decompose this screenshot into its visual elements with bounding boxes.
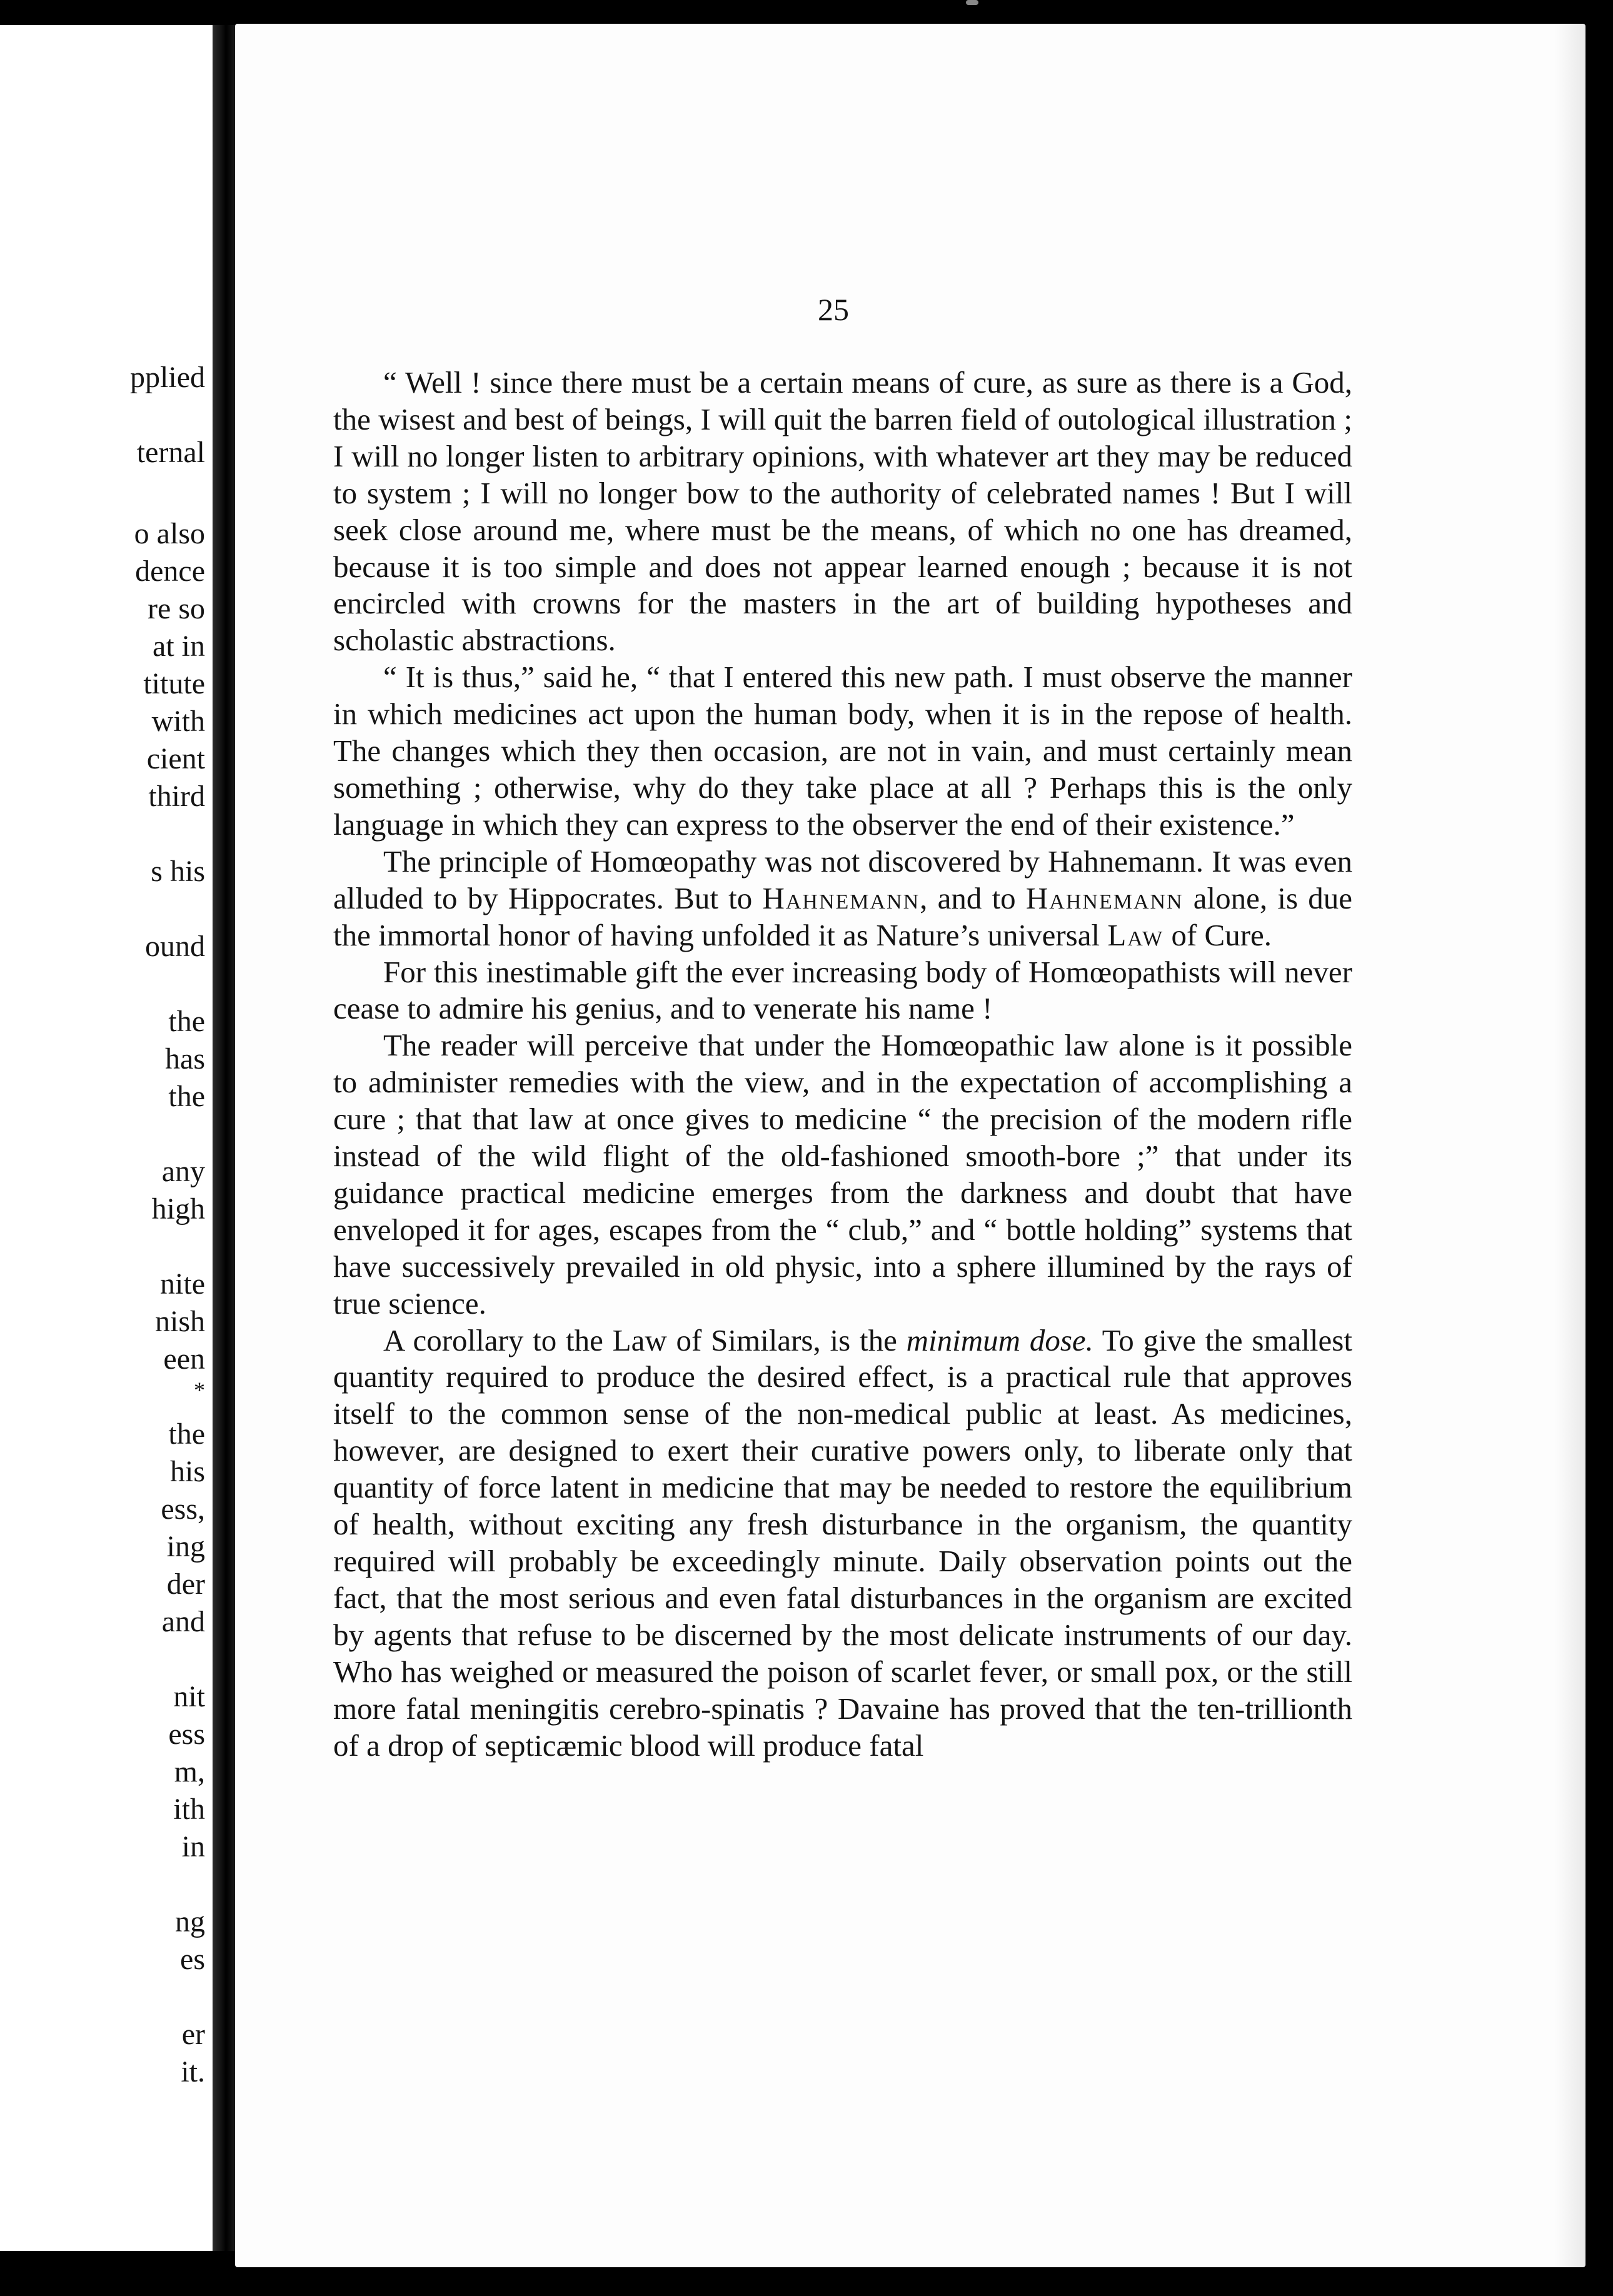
text-run: The principle of Homœopathy was not discovered by Hahnemann. It was even alluded to by Hippocrates. But to (333, 843, 1352, 915)
paragraph-hahnemann-quote-2: “ It is thus,” said he, “ that I entered this new path. I must observe the manner in which medicines act upon the human body, when it is in the repose of health. The changes which they then occasion, are not in vain, and must certainly mean something ; otherwise, why do they take place at all ? Perhaps this is the only language in which they can express to the observer the end of their existence.” (333, 660, 1352, 842)
scan-speck (966, 0, 978, 5)
text-run: alone, is due the immortal honor of having unfolded it as Nature’s universal (333, 880, 1352, 952)
left-fragment: ound (145, 930, 205, 963)
left-fragment: re so (148, 592, 205, 625)
left-fragment: dence (135, 555, 205, 588)
left-fragment: the (168, 1080, 205, 1113)
paragraph-reader-will-perceive: The reader will perceive that under the Homœopathic law alone is it possible to administer remedies with the view, and in the expectation of accomplishing a cure ; that that law at once gives to medicine “ the precision of the modern rifle instead of the wild flight of the old-fashioned smooth-bore ;” that under its guidance practical medicine emerges from the darkness and doubt that have enveloped it for ages, escapes from the “ club,” and “ bottle holding” systems that have successively prevailed in old physic, into a sphere illumined by the rays of true science. (333, 1028, 1352, 1321)
left-fragment: the (168, 1005, 205, 1038)
left-fragment: pplied (130, 361, 205, 394)
text-run: To give the smallest quantity required to produce the desired effect, is a practical rule that approves itself to the common sense of the non-medical public at least. As medicines, however, are designed to exert their curative powers only, to liberate only that quantity of force latent in medicine that may be needed to restore the equilibrium of health, without exciting any fresh disturbance in the organism, the quantity required will probably be exceedingly minute. Daily observation points out the fact, that the most serious and even fatal disturbances in the organism are excited by agents that refuse to be discerned by the most delicate instruments of our day. Who has weighed or measured the poison of scarlet fever, or small pox, or the still more fatal meningitis cerebro-spinatis ? Davaine has proved that the ten-trillionth of a drop of septicæmic blood will produce fatal (333, 1322, 1352, 1763)
text-run: A corollary to the Law of Similars, is the (383, 1322, 907, 1357)
left-fragment: with (151, 705, 205, 738)
text-run: , and to (920, 880, 1026, 915)
paragraph-principle-of-homoeopathy (333, 843, 1352, 954)
left-fragment: at in (153, 630, 205, 663)
left-fragment: it. (181, 2055, 205, 2088)
paragraph-minimum-dose (333, 1322, 1352, 1765)
left-fragment: cient (146, 742, 205, 775)
left-fragment: ess (168, 1718, 205, 1751)
left-fragment: m, (174, 1755, 205, 1788)
left-fragment: o also (134, 517, 205, 550)
left-fragment: * (194, 1377, 205, 1402)
left-fragment: s his (151, 855, 205, 888)
left-fragment: ng (175, 1905, 205, 1938)
left-fragment: third (148, 780, 205, 813)
left-page-text-fragments (0, 25, 213, 2251)
term-law: Law (1107, 917, 1164, 952)
left-fragment: nite (160, 1267, 205, 1301)
left-fragment: er (181, 2018, 205, 2051)
left-fragment: nish (154, 1305, 205, 1338)
left-fragment: high (151, 1192, 205, 1226)
left-facing-page (0, 25, 214, 2251)
left-fragment: in (181, 1830, 205, 1863)
left-fragment: any (161, 1155, 205, 1188)
left-fragment: ternal (136, 436, 205, 469)
emphasis-minimum-dose: minimum dose. (906, 1322, 1093, 1357)
name-hahnemann: Hahnemann (762, 880, 920, 915)
text-run: of Cure. (1163, 917, 1272, 952)
left-fragment: ing (166, 1530, 205, 1563)
paragraph-inestimable-gift: For this inestimable gift the ever increasing body of Homœopathists will never cease to admire his genius, and to venerate his name ! (333, 954, 1352, 1026)
page-body-text (333, 365, 1352, 1764)
left-fragment: nit (173, 1680, 205, 1713)
page-number: 25 (818, 292, 849, 327)
left-fragment: ith (173, 1793, 205, 1826)
name-hahnemann: Hahnemann (1025, 880, 1183, 915)
left-fragment: has (165, 1042, 205, 1075)
left-fragment: titute (143, 667, 205, 700)
left-fragment: ess, (161, 1493, 205, 1526)
left-fragment: the (168, 1417, 205, 1451)
left-fragment: een (163, 1342, 205, 1376)
left-fragment: his (169, 1455, 205, 1488)
left-fragment: and (161, 1605, 205, 1638)
left-fragment: der (166, 1568, 205, 1601)
book-gutter (213, 25, 235, 2251)
left-fragment: es (180, 1943, 205, 1976)
book-page (235, 24, 1585, 2267)
paragraph-hahnemann-quote-1: “ Well ! since there must be a certain means of cure, as sure as there is a God, the wisest and best of beings, I will quit the barren field of outological illustration ; I will no longer listen to arbitrary opinions, with whatever art they may be reduced to system ; I will no longer bow to the authority of celebrated names ! But I will seek close around me, where must be the means, of which no one has dreamed, because it is too simple and does not appear learned enough ; because it is not encircled with crowns for the masters in the art of building hypotheses and scholastic abstractions. (333, 365, 1352, 658)
